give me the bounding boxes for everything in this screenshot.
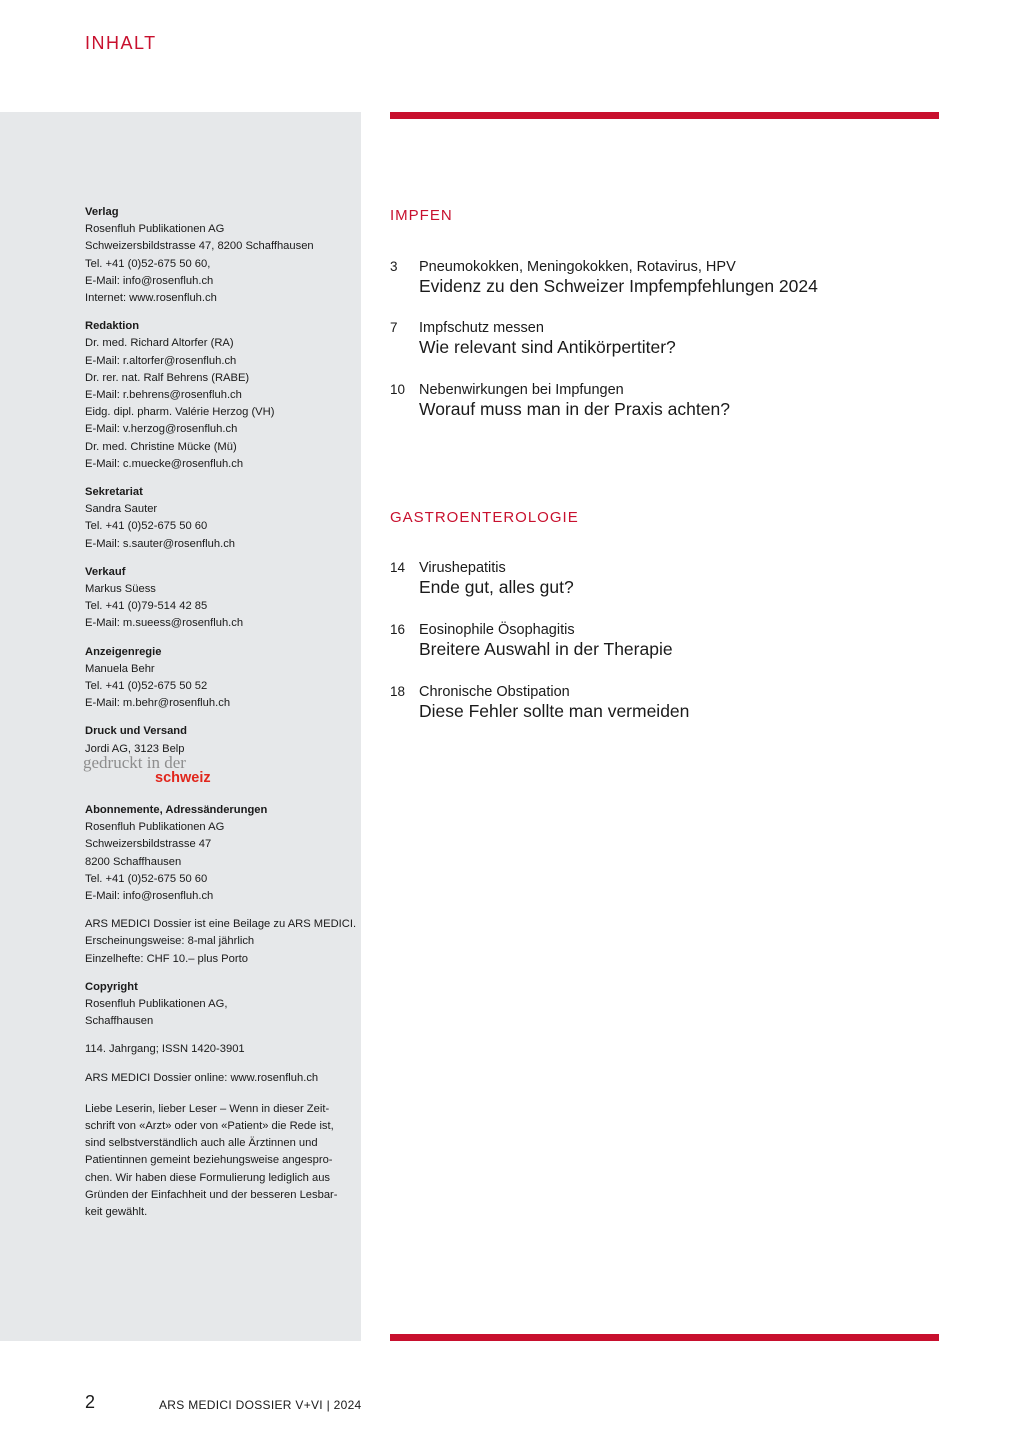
imprint-line: Tel. +41 (0)52-675 50 60 bbox=[85, 520, 208, 533]
imprint-line: Markus Süess bbox=[85, 583, 156, 596]
imprint-line: Jordi AG, 3123 Belp bbox=[85, 742, 185, 755]
note-line: keit gewählt. bbox=[85, 1205, 148, 1218]
toc-headline: Breitere Auswahl in der Therapie bbox=[419, 639, 673, 659]
imprint-copyright bbox=[85, 979, 355, 1031]
imprint-line: 8200 Schaffhausen bbox=[85, 855, 182, 868]
toc-page-number: 3 bbox=[390, 259, 398, 274]
toc-kicker: Virushepatitis bbox=[419, 560, 506, 576]
logo-text-line2: schweiz bbox=[155, 769, 211, 786]
gedruckt-in-der-schweiz-logo bbox=[83, 752, 225, 794]
imprint-website[interactable]: ARS MEDICI Dossier online: www.rosenfluh.ch bbox=[85, 1071, 319, 1084]
toc-page-number: 7 bbox=[390, 320, 398, 335]
imprint-line: Schaffhausen bbox=[85, 1015, 154, 1028]
imprint-section-title: Copyright bbox=[85, 980, 138, 993]
imprint-section-title: Druck und Versand bbox=[85, 725, 187, 738]
imprint-line: Eidg. dipl. pharm. Valérie Herzog (VH) bbox=[85, 406, 275, 419]
imprint-line: Tel. +41 (0)52-675 50 52 bbox=[85, 680, 208, 693]
toc-headline: Worauf muss man in der Praxis achten? bbox=[419, 399, 730, 419]
note-line: sind selbstverständlich auch alle Ärztinnen und bbox=[85, 1137, 318, 1150]
imprint-website[interactable]: Internet: www.rosenfluh.ch bbox=[85, 292, 217, 305]
imprint-email[interactable]: E-Mail: r.altorfer@rosenfluh.ch bbox=[85, 354, 237, 367]
imprint-line: Sandra Sauter bbox=[85, 503, 158, 516]
imprint-email[interactable]: E-Mail: info@rosenfluh.ch bbox=[85, 274, 214, 287]
imprint-line: Dr. rer. nat. Ralf Behrens (RABE) bbox=[85, 371, 250, 384]
imprint-section-title: Verlag bbox=[85, 206, 119, 218]
toc-kicker: Chronische Obstipation bbox=[419, 684, 570, 700]
imprint-reader-note bbox=[85, 1101, 355, 1221]
imprint-line: Tel. +41 (0)52-675 50 60 bbox=[85, 872, 208, 885]
note-line: schrift von «Arzt» oder von «Patient» die Rede ist, bbox=[85, 1119, 334, 1132]
imprint-email[interactable]: E-Mail: c.muecke@rosenfluh.ch bbox=[85, 457, 244, 470]
imprint-line: Rosenfluh Publikationen AG bbox=[85, 821, 225, 834]
imprint-section-title: Sekretariat bbox=[85, 486, 143, 499]
imprint-verkauf bbox=[85, 564, 355, 633]
toc-headline: Evidenz zu den Schweizer Impfempfehlungen 2024 bbox=[419, 276, 818, 296]
toc-page-number: 18 bbox=[390, 684, 406, 699]
imprint-section-title: Redaktion bbox=[85, 320, 140, 333]
imprint-email[interactable]: E-Mail: m.sueess@rosenfluh.ch bbox=[85, 617, 244, 630]
imprint-line: Dr. med. Richard Altorfer (RA) bbox=[85, 337, 234, 350]
imprint-line: Manuela Behr bbox=[85, 662, 155, 675]
top-divider bbox=[390, 112, 939, 119]
imprint-section-title: Abonnemente, Adressänderungen bbox=[85, 803, 268, 816]
imprint-email[interactable]: E-Mail: m.behr@rosenfluh.ch bbox=[85, 697, 231, 710]
imprint-line: ARS MEDICI Dossier ist eine Beilage zu ARS MEDICI. bbox=[85, 918, 357, 931]
toc-headline: Ende gut, alles gut? bbox=[419, 577, 574, 597]
toc-page-number: 14 bbox=[390, 560, 406, 575]
imprint-verlag bbox=[85, 204, 355, 307]
imprint-redaktion bbox=[85, 318, 355, 473]
page-title: INHALT bbox=[85, 33, 157, 53]
section-title-impfen: IMPFEN bbox=[390, 207, 453, 224]
note-line: Gründen der Einfachheit und der besseren Lesbar- bbox=[85, 1188, 338, 1201]
imprint-beilage bbox=[85, 916, 355, 968]
imprint-abo bbox=[85, 802, 355, 905]
imprint-druck bbox=[85, 723, 355, 793]
toc-page-number: 16 bbox=[390, 622, 406, 637]
toc-headline: Diese Fehler sollte man vermeiden bbox=[419, 701, 690, 721]
imprint-sekretariat bbox=[85, 484, 355, 553]
toc-kicker: Nebenwirkungen bei Impfungen bbox=[419, 382, 624, 398]
logo-text-line1: gedruckt in der bbox=[83, 752, 186, 772]
note-line: chen. Wir haben diese Formulierung lediglich aus bbox=[85, 1171, 331, 1184]
toc-headline: Wie relevant sind Antikörpertiter? bbox=[419, 337, 676, 357]
imprint-line: Schweizersbildstrasse 47, 8200 Schaffhausen bbox=[85, 240, 314, 253]
imprint-section-title: Anzeigenregie bbox=[85, 645, 162, 658]
imprint-line: 114. Jahrgang; ISSN 1420-3901 bbox=[85, 1043, 245, 1056]
imprint-jahrgang bbox=[85, 1041, 355, 1058]
imprint-online bbox=[85, 1070, 355, 1087]
imprint-line: Rosenfluh Publikationen AG bbox=[85, 223, 225, 236]
imprint-line: Tel. +41 (0)79-514 42 85 bbox=[85, 600, 208, 613]
imprint-anzeigen bbox=[85, 644, 355, 713]
imprint-line: Dr. med. Christine Mücke (Mü) bbox=[85, 440, 237, 453]
note-line: Liebe Leserin, lieber Leser – Wenn in dieser Zeit- bbox=[85, 1102, 330, 1115]
publication-name: ARS MEDICI DOSSIER V+VI | 2024 bbox=[159, 1398, 362, 1412]
imprint-email[interactable]: E-Mail: info@rosenfluh.ch bbox=[85, 889, 214, 902]
toc-page-number: 10 bbox=[390, 382, 406, 397]
imprint-email[interactable]: E-Mail: v.herzog@rosenfluh.ch bbox=[85, 423, 238, 436]
imprint-line: Rosenfluh Publikationen AG, bbox=[85, 997, 228, 1010]
toc-kicker: Eosinophile Ösophagitis bbox=[419, 622, 575, 638]
note-line: Patientinnen gemeint beziehungsweise angespro- bbox=[85, 1154, 333, 1167]
bottom-divider bbox=[390, 1334, 939, 1341]
imprint-line: Erscheinungsweise: 8-mal jährlich bbox=[85, 935, 255, 948]
imprint-email[interactable]: E-Mail: s.sauter@rosenfluh.ch bbox=[85, 537, 236, 550]
imprint-line: Tel. +41 (0)52-675 50 60, bbox=[85, 257, 211, 270]
imprint-section-title: Verkauf bbox=[85, 565, 126, 578]
toc-kicker: Pneumokokken, Meningokokken, Rotavirus, HPV bbox=[419, 259, 736, 275]
imprint bbox=[85, 204, 355, 1232]
imprint-line: Einzelhefte: CHF 10.– plus Porto bbox=[85, 952, 248, 965]
page-number: 2 bbox=[85, 1392, 96, 1412]
imprint-line: Schweizersbildstrasse 47 bbox=[85, 838, 212, 851]
imprint-email[interactable]: E-Mail: r.behrens@rosenfluh.ch bbox=[85, 389, 242, 402]
section-title-gastroenterologie: GASTROENTEROLOGIE bbox=[390, 509, 579, 526]
toc-kicker: Impfschutz messen bbox=[419, 320, 544, 336]
